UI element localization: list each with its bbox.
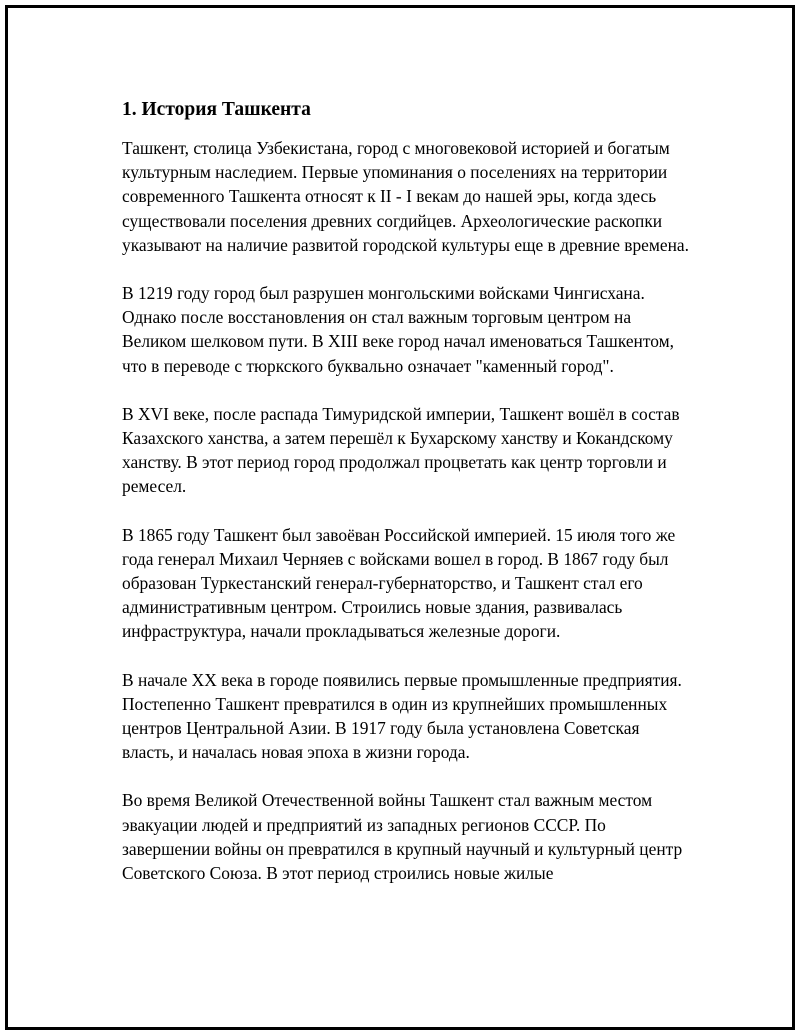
section-heading: 1. История Ташкента: [122, 99, 311, 120]
paragraph-6: Во время Великой Отечественной войны Ташкент стал важным местом эвакуации людей и предприятий из западных регионов СССР. По завершении войны он превратился в крупный научный и культурный центр Советского Союза. В этот период строились новые жилые: [122, 790, 683, 884]
paragraph-4: В 1865 году Ташкент был завоёван Российской империей. 15 июля того же года генерал Михаил Черняев с войсками вошел в город. В 1867 году был образован Туркестанский генерал-губернаторство, и Ташкент стал его административным центром. Строились новые здания, развивалась инфраструктура, начали прокладываться железные дороги.: [122, 524, 676, 642]
document-page: [5, 5, 795, 1030]
paragraph-2: В 1219 году город был разрушен монгольскими войсками Чингисхана. Однако после восстановления он стал важным торговым центром на Великом шелковом пути. В XIII веке город начал именоваться Ташкентом, что в переводе с тюркского буквально означает "каменный город".: [122, 283, 674, 376]
paragraph-3: В XVI веке, после распада Тимуридской империи, Ташкент вошёл в состав Казахского ханства, а затем перешёл к Бухарскому ханству и Кокандскому ханству. В этот период город продолжал процветать как центр торговли и ремесел.: [122, 403, 680, 497]
paragraph-5: В начале XX века в городе появились первые промышленные предприятия. Постепенно Ташкент превратился в один из крупнейших промышленных центров Центральной Азии. В 1917 году была установлена Советская власть, и началась новая эпоха в жизни города.: [122, 669, 682, 763]
paragraph-1: Ташкент, столица Узбекистана, город с многовековой историей и богатым культурным наследием. Первые упоминания о поселениях на территории современного Ташкента относят к II - I векам до нашей эры, когда здесь существовали поселения древних согдийцев. Археологические раскопки указывают на наличие развитой городской культуры еще в древние времена.: [122, 138, 689, 255]
document-body: [122, 98, 692, 909]
